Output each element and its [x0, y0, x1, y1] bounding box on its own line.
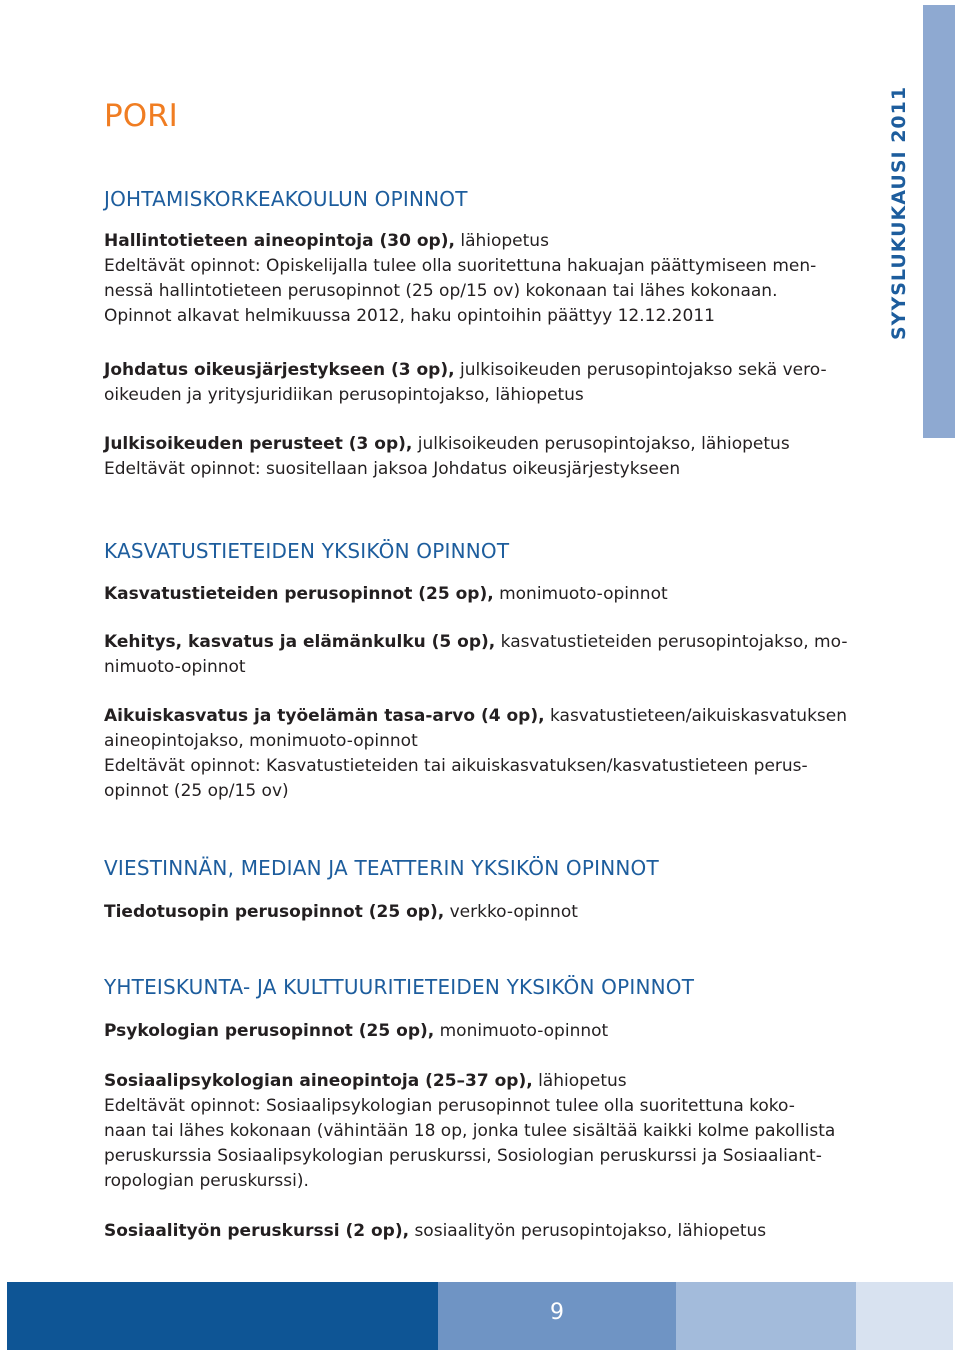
page-number: 9 [550, 1300, 564, 1325]
text-line: Edeltävät opinnot: Kasvatustieteiden tai aikuiskasvatuksen/kasvatustieteen perus- [104, 756, 808, 776]
course-block [104, 1069, 860, 1194]
course-block [104, 704, 860, 804]
side-tab [923, 5, 955, 438]
course-name: Aikuiskasvatus ja työelämän tasa-arvo (4 op), [104, 706, 545, 726]
course-name: Psykologian perusopinnot (25 op), [104, 1021, 435, 1041]
course-desc: monimuoto-opinnot [434, 1021, 609, 1041]
course-block [104, 358, 860, 408]
text-line: naan tai lähes kokonaan (vähintään 18 op, jonka tulee sisältää kaikki kolme pakollista [104, 1121, 836, 1141]
section-title: VIESTINNÄN, MEDIAN JA TEATTERIN YKSIKÖN OPINNOT [104, 856, 659, 880]
course-desc: lähiopetus [454, 231, 549, 251]
text-line: nessä hallintotieteen perusopinnot (25 op/15 ov) kokonaan tai lähes kokonaan. [104, 281, 778, 301]
course-block [104, 582, 860, 607]
page-title: PORI [104, 98, 178, 134]
course-name: Julkisoikeuden perusteet (3 op), [104, 434, 413, 454]
course-block [104, 229, 860, 329]
text-line: aineopintojakso, monimuoto-opinnot [104, 731, 418, 751]
course-name: Kehitys, kasvatus ja elämänkulku (5 op), [104, 632, 496, 652]
course-desc: kasvatustieteiden perusopintojakso, mo- [495, 632, 848, 652]
course-name: Johdatus oikeusjärjestykseen (3 op), [104, 360, 455, 380]
text-line: oikeuden ja yritysjuridiikan perusopintojakso, lähiopetus [104, 385, 584, 405]
text-line: Edeltävät opinnot: Sosiaalipsykologian perusopinnot tulee olla suoritettuna koko- [104, 1096, 795, 1116]
text-line: Opinnot alkavat helmikuussa 2012, haku opintoihin päättyy 12.12.2011 [104, 306, 715, 326]
text-line: nimuoto-opinnot [104, 657, 246, 677]
footer-segment-mid [438, 1282, 676, 1350]
footer-bar [7, 1282, 953, 1350]
course-name: Kasvatustieteiden perusopinnot (25 op), [104, 584, 494, 604]
course-desc: lähiopetus [532, 1071, 627, 1091]
page-content [104, 96, 860, 1244]
course-desc: verkko-opinnot [444, 902, 578, 922]
text-line: peruskurssia Sosiaalipsykologian peruskurssi, Sosiologian peruskurssi ja Sosiaaliant- [104, 1146, 822, 1166]
course-block [104, 1019, 860, 1044]
text-line: opinnot (25 op/15 ov) [104, 781, 289, 801]
course-desc: julkisoikeuden perusopintojakso, lähiopetus [412, 434, 790, 454]
course-desc: julkisoikeuden perusopintojakso sekä vero- [454, 360, 827, 380]
text-line: Edeltävät opinnot: suositellaan jaksoa Johdatus oikeusjärjestykseen [104, 459, 681, 479]
footer-segment-pale [856, 1282, 953, 1350]
course-block [104, 900, 860, 925]
section-title: YHTEISKUNTA- JA KULTTUURITIETEIDEN YKSIKÖN OPINNOT [104, 975, 695, 999]
course-name: Hallintotieteen aineopintoja (30 op), [104, 231, 455, 251]
section-title: JOHTAMISKORKEAKOULUN OPINNOT [104, 187, 468, 211]
side-label: SYYSLUKUKAUSI 2011 [888, 85, 910, 340]
section-title: KASVATUSTIETEIDEN YKSIKÖN OPINNOT [104, 539, 510, 563]
footer-segment-light [676, 1282, 856, 1350]
course-desc: sosiaalityön perusopintojakso, lähiopetus [409, 1221, 767, 1241]
footer-segment-dark [7, 1282, 438, 1350]
course-desc: kasvatustieteen/aikuiskasvatuksen [544, 706, 848, 726]
course-block [104, 630, 860, 680]
course-name: Sosiaalityön peruskurssi (2 op), [104, 1221, 410, 1241]
text-line: Edeltävät opinnot: Opiskelijalla tulee olla suoritettuna hakuajan päättymiseen men- [104, 256, 817, 276]
course-desc: monimuoto-opinnot [493, 584, 668, 604]
course-block [104, 1219, 860, 1244]
course-name: Tiedotusopin perusopinnot (25 op), [104, 902, 445, 922]
course-block [104, 432, 860, 482]
text-line: ropologian peruskurssi). [104, 1171, 309, 1191]
course-name: Sosiaalipsykologian aineopintoja (25–37 op), [104, 1071, 533, 1091]
